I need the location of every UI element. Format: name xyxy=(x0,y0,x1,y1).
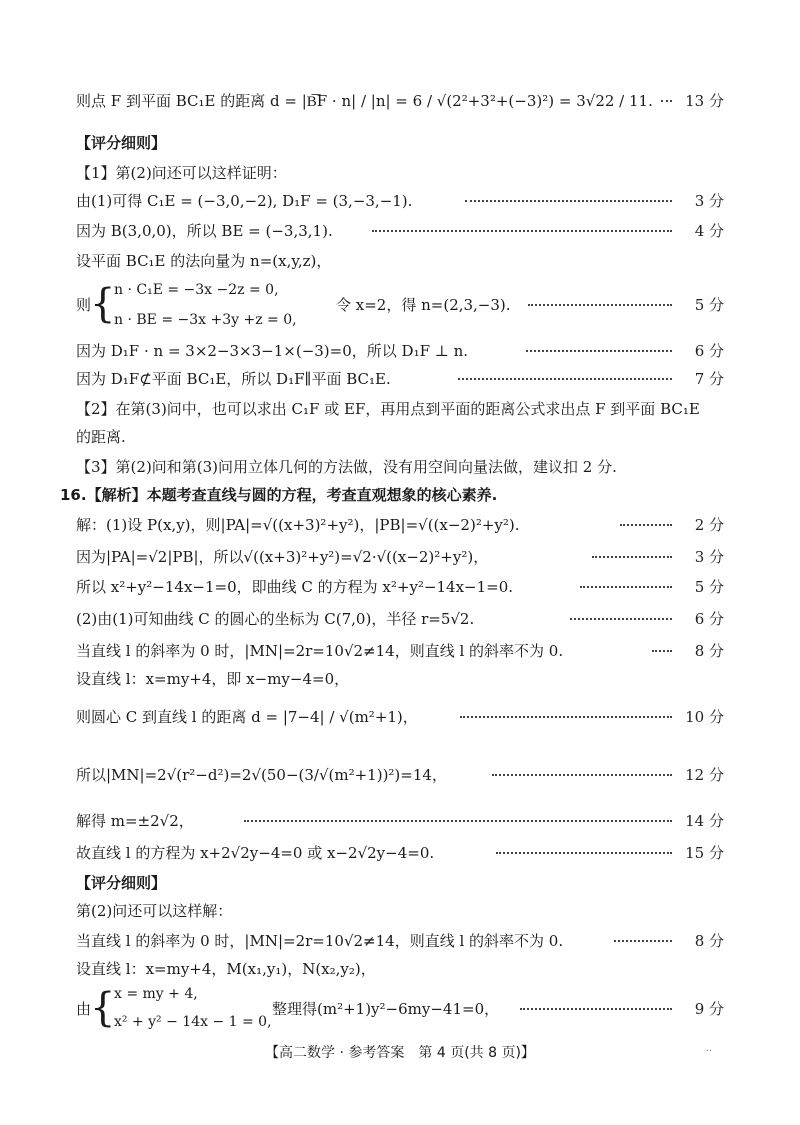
line-14 xyxy=(0,542,800,572)
section-heading xyxy=(0,868,800,898)
line-17 xyxy=(0,636,800,666)
score: 6 分 xyxy=(694,342,724,360)
system-line-2: n · BE = −3x +3y +z = 0, xyxy=(114,312,297,328)
line-text: 整理得(m²+1)y²−6my−41=0， xyxy=(272,1000,500,1018)
score: 6 分 xyxy=(694,610,724,628)
line-text: 解：(1)设 P(x,y)，则|PA|=√((x+3)²+y²)，|PB|=√((x−2)²+y²). xyxy=(76,516,520,534)
line-text: 设平面 BC₁E 的法向量为 n=(x,y,z)， xyxy=(76,252,332,270)
line-text: 则点 F 到平面 BC₁E 的距离 d = |B͞F · n| / |n| = 6 / √(2²+3²+(−3)²) = 3√22 / 11. xyxy=(76,92,653,110)
line-15 xyxy=(0,572,800,602)
line-11 xyxy=(0,452,800,482)
line-text: 第(2)问还可以这样解： xyxy=(76,902,233,920)
score: 3 分 xyxy=(694,548,724,566)
score: 8 分 xyxy=(694,932,724,950)
system-line-1: n · C₁E = −3x −2z = 0, xyxy=(114,282,279,298)
brace-glyph: { xyxy=(90,985,116,1031)
section-heading xyxy=(0,128,800,158)
line-13 xyxy=(0,510,800,540)
corner-mark: ·· xyxy=(705,1046,712,1057)
line-26 xyxy=(0,954,800,984)
line-10 xyxy=(0,422,800,452)
line-19 xyxy=(0,702,800,732)
dot-leader xyxy=(620,524,672,526)
dot-leader xyxy=(465,200,672,202)
line-0 xyxy=(0,86,800,116)
dot-leader xyxy=(580,586,672,588)
line-text: 因为 D₁F⊄平面 BC₁E，所以 D₁F∥平面 BC₁E. xyxy=(76,370,391,388)
dot-leader xyxy=(614,940,672,942)
line-text: 当直线 l 的斜率为 0 时，|MN|=2r=10√2≠14，则直线 l 的斜率不为 0. xyxy=(76,932,564,950)
line-text: 因为 D₁F · n = 3×2−3×3−1×(−3)=0，所以 D₁F ⊥ n. xyxy=(76,342,469,360)
system-prefix: 则 xyxy=(76,296,92,314)
line-text: 故直线 l 的方程为 x+2√2y−4=0 或 x−2√2y−4=0. xyxy=(76,844,435,862)
dot-leader xyxy=(460,716,672,718)
line-text: 则圆心 C 到直线 l 的距离 d = |7−4| / √(m²+1)， xyxy=(76,708,418,726)
line-text: 【3】第(2)问和第(3)问用立体几何的方法做，没有用空间向量法做，建议扣 2 分. xyxy=(76,458,617,476)
score: 5 分 xyxy=(694,296,724,314)
dot-leader xyxy=(372,230,672,232)
line-text: 因为|PA|=√2|PB|，所以√((x+3)²+y²)=√2·√((x−2)²+y²)， xyxy=(76,548,489,566)
line-text: 因为 B(3,0,0)，所以 BE = (−3,3,1). xyxy=(76,222,333,240)
line-text: (2)由(1)可知曲线 C 的圆心的坐标为 C(7,0)，半径 r=5√2. xyxy=(76,610,475,628)
line-22 xyxy=(0,838,800,868)
line-9 xyxy=(0,394,800,424)
score: 8 分 xyxy=(694,642,724,660)
line-25 xyxy=(0,926,800,956)
line-text: 所以 x²+y²−14x−1=0，即曲线 C 的方程为 x²+y²−14x−1=0. xyxy=(76,578,514,596)
dot-leader xyxy=(492,774,672,776)
line-24 xyxy=(0,896,800,926)
system-prefix: 由 xyxy=(76,1000,92,1018)
line-16 xyxy=(0,604,800,634)
system-line-2: x² + y² − 14x − 1 = 0, xyxy=(114,1014,272,1030)
line-6 xyxy=(0,290,800,320)
dot-leader xyxy=(528,304,672,306)
line-text: 【1】第(2)问还可以这样证明： xyxy=(76,164,287,182)
line-7 xyxy=(0,336,800,366)
dot-leader xyxy=(496,852,672,854)
line-21 xyxy=(0,806,800,836)
line-4 xyxy=(0,216,800,246)
question-16-heading xyxy=(0,480,800,510)
dot-leader xyxy=(592,556,672,558)
score: 4 分 xyxy=(694,222,724,240)
score: 10 分 xyxy=(685,708,724,726)
score: 2 分 xyxy=(694,516,724,534)
score: 5 分 xyxy=(694,578,724,596)
line-text: 16.【解析】本题考查直线与圆的方程，考查直观想象的核心素养. xyxy=(60,486,498,504)
line-text: 设直线 l：x=my+4，M(x₁,y₁)，N(x₂,y₂)， xyxy=(76,960,376,978)
brace-glyph: { xyxy=(90,281,116,327)
line-text: 的距离. xyxy=(76,428,126,446)
dot-leader xyxy=(652,650,672,652)
line-text: 由(1)可得 C₁E = (−3,0,−2), D₁F = (3,−3,−1). xyxy=(76,192,413,210)
dot-leader xyxy=(244,820,672,822)
line-20 xyxy=(0,760,800,790)
line-text: 设直线 l：x=my+4，即 x−my−4=0， xyxy=(76,670,350,688)
line-text: 令 x=2，得 n=(2,3,−3). xyxy=(336,296,511,314)
line-3 xyxy=(0,186,800,216)
line-2 xyxy=(0,158,800,188)
line-text: 所以|MN|=2√(r²−d²)=2√(50−(3/√(m²+1))²)=14， xyxy=(76,766,447,784)
score: 9 分 xyxy=(694,1000,724,1018)
line-5 xyxy=(0,246,800,276)
line-text: 【评分细则】 xyxy=(76,134,167,152)
score: 7 分 xyxy=(694,370,724,388)
system-line-1: x = my + 4, xyxy=(114,986,198,1002)
score: 14 分 xyxy=(685,812,724,830)
score: 12 分 xyxy=(685,766,724,784)
dot-leader xyxy=(570,618,672,620)
score: 13 分 xyxy=(685,92,724,110)
line-8 xyxy=(0,364,800,394)
dot-leader xyxy=(520,1008,672,1010)
score: 15 分 xyxy=(685,844,724,862)
line-text: 当直线 l 的斜率为 0 时，|MN|=2r=10√2≠14，则直线 l 的斜率不为 0. xyxy=(76,642,564,660)
score: 3 分 xyxy=(694,192,724,210)
line-text: 【2】在第(3)问中，也可以求出 C₁F 或 EF，再用点到平面的距离公式求出点 F 到平面 BC₁E xyxy=(76,400,700,418)
dot-leader xyxy=(661,100,672,102)
dot-leader xyxy=(526,350,672,352)
line-text: 【评分细则】 xyxy=(76,874,167,892)
line-27 xyxy=(0,994,800,1024)
page-footer: 【高二数学 · 参考答案 第 4 页(共 8 页)】 xyxy=(265,1045,535,1061)
dot-leader xyxy=(458,378,672,380)
line-text: 解得 m=±2√2， xyxy=(76,812,194,830)
line-18 xyxy=(0,664,800,694)
